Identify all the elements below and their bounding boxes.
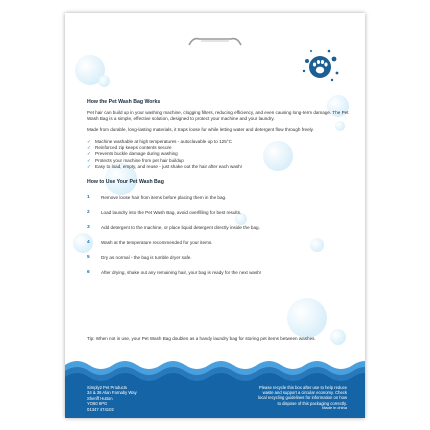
made-in-label: Made in china: [322, 405, 347, 410]
step-number: 2: [87, 209, 90, 215]
check-icon: ✓: [87, 164, 91, 170]
check-icon: ✓: [87, 145, 91, 151]
list-item: 3 Add detergent to the machine, or place liquid detergent directly inside the bag.: [87, 224, 260, 230]
bubble-decoration: [287, 298, 327, 338]
step-number: 4: [87, 239, 90, 245]
list-item: ✓ Easy to load, empty, and reuse - just shake out the hair after each wash!: [87, 164, 242, 170]
list-item: 5 Dry as normal - the bag is tumble dryer safe.: [87, 254, 192, 260]
list-item: ✓ Protects your machine from pet hair buildup: [87, 157, 184, 163]
tip-text: Tip: When not in use, your Pet Wash Bag doubles as a handy laundry bag for storing pet items between washes.: [87, 336, 316, 341]
list-item: ✓ Machine washable at high temperatures - autoclavable up to 125°C: [87, 138, 232, 144]
list-item: 6 After drying, shake out any remaining hair, your bag is ready for the next wash!: [87, 269, 262, 275]
steps-list: [87, 190, 349, 280]
how-to-use-section: [87, 179, 349, 280]
step-number: 3: [87, 224, 90, 230]
feature-list: [87, 139, 349, 171]
recycling-notice: Please recycle this box after use to help reduce waste and support a circular economy. Check local recycling guidelines for information on how to dispose of this packaging correctly.: [258, 385, 347, 406]
main-content: [87, 99, 349, 280]
list-item: 1 Remove loose hair from items before placing them in the bag.: [87, 194, 227, 200]
list-item: 2 Load laundry into the Pet Wash Bag, avoid overfilling for best results.: [87, 209, 242, 215]
paw-print-splash-icon: [299, 47, 341, 83]
step-number: 5: [87, 254, 90, 260]
list-item: ✓ Reinforced zip keeps contents secure: [87, 145, 172, 151]
check-icon: ✓: [87, 138, 91, 144]
list-item: 4 Wash at the temperature recommended for your items.: [87, 239, 213, 245]
hang-hole-icon: [187, 35, 243, 47]
company-address: Simply2 Pet Products 34 & 36 Alan Farnaby Way Sheriff Hutton YO60 6PG 01347 474102: [87, 385, 137, 412]
packaging-insert-card: [65, 13, 365, 418]
bubble-decoration: [98, 75, 110, 87]
how-to-use-heading: How to Use Your Pet Wash Bag: [87, 178, 164, 185]
check-icon: ✓: [87, 151, 91, 157]
how-it-works-heading: How the Pet Wash Bag Works: [87, 99, 161, 105]
check-icon: ✓: [87, 157, 91, 163]
intro-paragraph: Pet hair can build up in your washing machine, clogging filters, reducing efficiency, and even causing long-term damage. The Pet Wash Bag is a simple, effective solution, designed to protect your machine and your laundry.: [87, 110, 349, 122]
materials-paragraph: Made from durable, long-lasting materials, it traps loose fur while letting water and detergent flow through freely.: [87, 127, 314, 133]
step-number: 6: [87, 269, 90, 275]
step-number: 1: [87, 194, 90, 200]
list-item: ✓ Prevents buckle damage during washing: [87, 151, 178, 157]
